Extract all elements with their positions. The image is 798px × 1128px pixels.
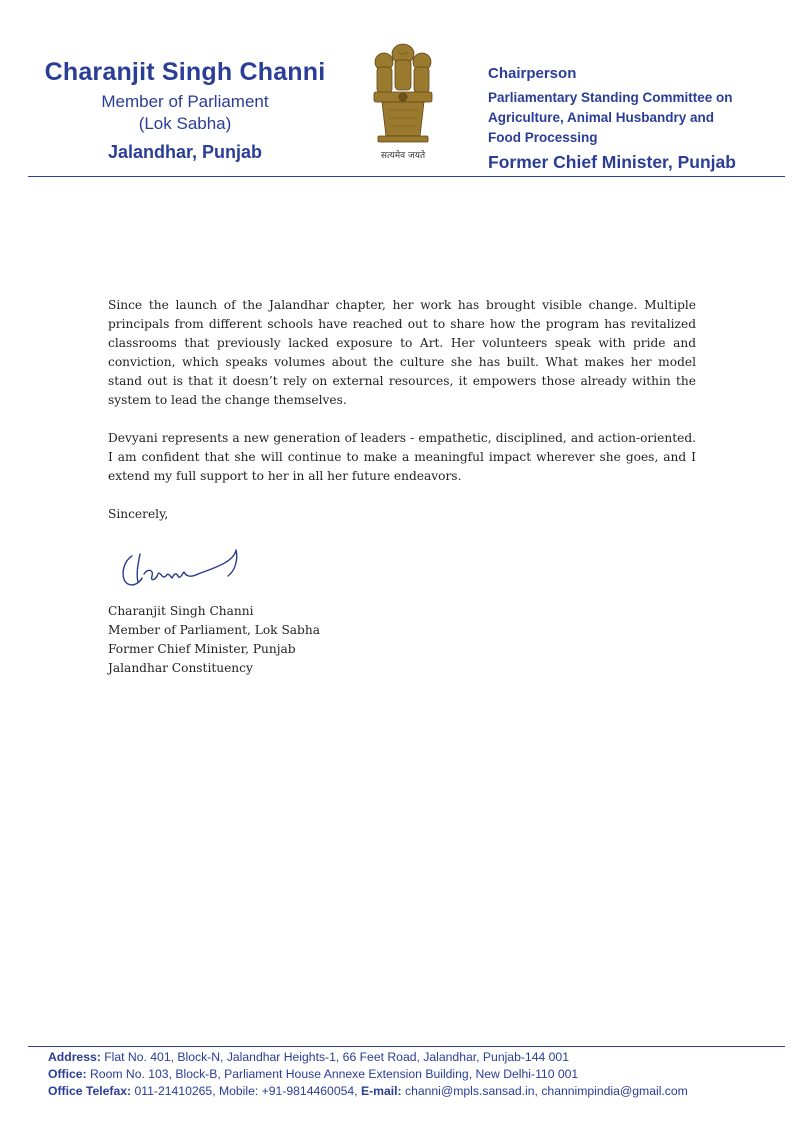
committee-line-2: Agriculture, Animal Husbandry and xyxy=(488,110,715,125)
telefax-value: 011-21410265, Mobile: +91-9814460054, xyxy=(134,1084,358,1098)
signer-title: Member of Parliament, Lok Sabha xyxy=(108,623,320,637)
closing: Sincerely, xyxy=(108,507,169,521)
letter-body xyxy=(108,296,696,524)
paragraph-2: Devyani represents a new generation of leaders - empathetic, disciplined, and action-oriented. I am confident that she will continue to make a meaningful impact wherever she goes, and I extend my full support to her in all her future endeavors. xyxy=(108,431,696,483)
address-label: Address: xyxy=(48,1050,101,1064)
letterhead-positions xyxy=(488,64,788,174)
lion-capital-icon xyxy=(368,40,438,144)
office-value: Room No. 103, Block-B, Parliament House Annexe Extension Building, New Delhi-110 001 xyxy=(90,1067,579,1081)
letterhead-footer xyxy=(48,1049,788,1100)
header-divider xyxy=(28,176,785,177)
address-value: Flat No. 401, Block-N, Jalandhar Heights-1, 66 Feet Road, Jalandhar, Punjab-144 001 xyxy=(104,1050,569,1064)
footer-contact xyxy=(48,1083,788,1100)
email-label: E-mail: xyxy=(360,1084,402,1098)
chairperson-label: Chairperson xyxy=(488,65,577,82)
office-label: Office: xyxy=(48,1067,87,1081)
letterhead-sender xyxy=(30,58,340,164)
signer-block xyxy=(108,602,320,678)
footer-office xyxy=(48,1066,788,1083)
footer-address xyxy=(48,1049,788,1066)
sender-city: Jalandhar, Punjab xyxy=(107,142,263,162)
paragraph-1: Since the launch of the Jalandhar chapter, her work has brought visible change. Multiple principals from different schools have reached out to share how the program has revitalized classrooms that previously lacked exposure to Art. Her volunteers speak with pride and conviction, which speaks volumes about the culture she has built. What makes her model stand out is that it doesn’t rely on external resources, it empowers those already within the system to lead the change themselves. xyxy=(108,298,696,407)
footer-divider xyxy=(28,1046,785,1047)
state-emblem xyxy=(360,40,446,166)
sender-house: (Lok Sabha) xyxy=(138,114,232,133)
former-cm-label: Former Chief Minister, Punjab xyxy=(488,152,736,172)
sender-name: Charanjit Singh Channi xyxy=(44,58,326,86)
signer-former-title: Former Chief Minister, Punjab xyxy=(108,642,296,656)
sender-role: Member of Parliament xyxy=(101,92,269,111)
signer-constituency: Jalandhar Constituency xyxy=(108,661,253,675)
telefax-label: Office Telefax: xyxy=(48,1084,132,1098)
committee-line-1: Parliamentary Standing Committee on xyxy=(488,90,733,105)
signer-name: Charanjit Singh Channi xyxy=(108,604,254,618)
committee-line-3: Food Processing xyxy=(488,130,598,145)
email-value[interactable]: channi@mpls.sansad.in, channimpindia@gmail.com xyxy=(404,1084,688,1098)
emblem-motto: सत्यमेव जयते xyxy=(380,151,426,161)
handwritten-signature-icon xyxy=(118,546,248,596)
